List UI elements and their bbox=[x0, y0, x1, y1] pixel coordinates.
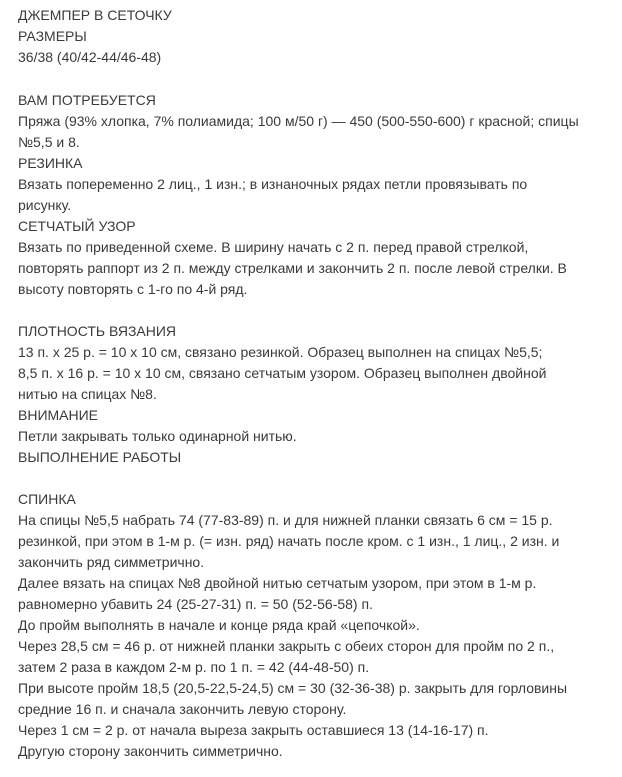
back-text: Через 1 см = 2 р. от начала выреза закрыть оставшиеся 13 (14-16-17) п. bbox=[18, 722, 489, 738]
back-text: Далее вязать на спицах №8 двойной нитью сетчатым узором, при этом в 1-м р. bbox=[18, 575, 537, 591]
back-text: При высоте пройм 18,5 (20,5-22,5-24,5) см = 30 (32-36-38) р. закрыть для горловины bbox=[18, 680, 568, 696]
heading-sizes: РАЗМЕРЫ bbox=[18, 28, 87, 44]
mesh-pattern-text: Вязать по приведенной схеме. В ширину начать с 2 п. перед правой стрелкой, bbox=[18, 239, 529, 255]
materials-text: Пряжа (93% хлопка, 7% полиамида; 100 м/50 г) — 450 (500-550-600) г красной; спицы bbox=[18, 113, 579, 129]
back-text: затем 2 раза в каждом 2-м р. по 1 п. = 42 (44-48-50) п. bbox=[18, 659, 370, 675]
sizes-text: 36/38 (40/42-44/46-48) bbox=[18, 49, 162, 65]
back-text: Через 28,5 см = 46 р. от нижней планки закрыть с обеих сторон для пройм по 2 п., bbox=[18, 638, 555, 654]
mesh-pattern-text: повторять раппорт из 2 п. между стрелками и закончить 2 п. после левой стрелки. В bbox=[18, 260, 567, 276]
rib-text: Вязать попеременно 2 лиц., 1 изн.; в изнаночных рядах петли провязывать по bbox=[18, 176, 528, 192]
gauge-text: 13 п. х 25 р. = 10 х 10 см, связано резинкой. Образец выполнен на спицах №5,5; bbox=[18, 344, 543, 360]
back-text: равномерно убавить 24 (25-27-31) п. = 50 (52-56-58) п. bbox=[18, 596, 373, 612]
rib-text: рисунку. bbox=[18, 197, 72, 213]
gauge-text: 8,5 п. х 16 р. = 10 х 10 см, связано сетчатым узором. Образец выполнен двойной bbox=[18, 365, 547, 381]
back-text: средние 16 п. и сначала закончить левую сторону. bbox=[18, 701, 347, 717]
back-text: До пройм выполнять в начале и конце ряда край «цепочкой». bbox=[18, 617, 420, 633]
back-text: Другую сторону закончить симметрично. bbox=[18, 743, 283, 759]
materials-text: №5,5 и 8. bbox=[18, 134, 80, 150]
back-text: На спицы №5,5 набрать 74 (77-83-89) п. и для нижней планки связать 6 см = 15 р. bbox=[18, 512, 553, 528]
heading-attention: ВНИМАНИЕ bbox=[18, 407, 99, 423]
heading-gauge: ПЛОТНОСТЬ ВЯЗАНИЯ bbox=[18, 323, 177, 339]
heading-back: СПИНКА bbox=[18, 491, 76, 507]
back-text: закончить ряд симметрично. bbox=[18, 554, 205, 570]
gauge-text: нитью на спицах №8. bbox=[18, 386, 157, 402]
heading-rib: РЕЗИНКА bbox=[18, 155, 83, 171]
attention-text: Петли закрывать только одинарной нитью. bbox=[18, 428, 297, 444]
document-title: ДЖЕМПЕР В СЕТОЧКУ bbox=[18, 7, 172, 23]
back-text: резинкой, при этом в 1-м р. (= изн. ряд) начать после кром. с 1 изн., 1 лиц., 2 изн. и bbox=[18, 533, 560, 549]
mesh-pattern-text: высоту повторять с 1-го по 4-й ряд. bbox=[18, 281, 248, 297]
heading-materials: ВАМ ПОТРЕБУЕТСЯ bbox=[18, 92, 156, 108]
heading-mesh-pattern: СЕТЧАТЫЙ УЗОР bbox=[18, 218, 136, 234]
heading-instructions: ВЫПОЛНЕНИЕ РАБОТЫ bbox=[18, 449, 182, 465]
